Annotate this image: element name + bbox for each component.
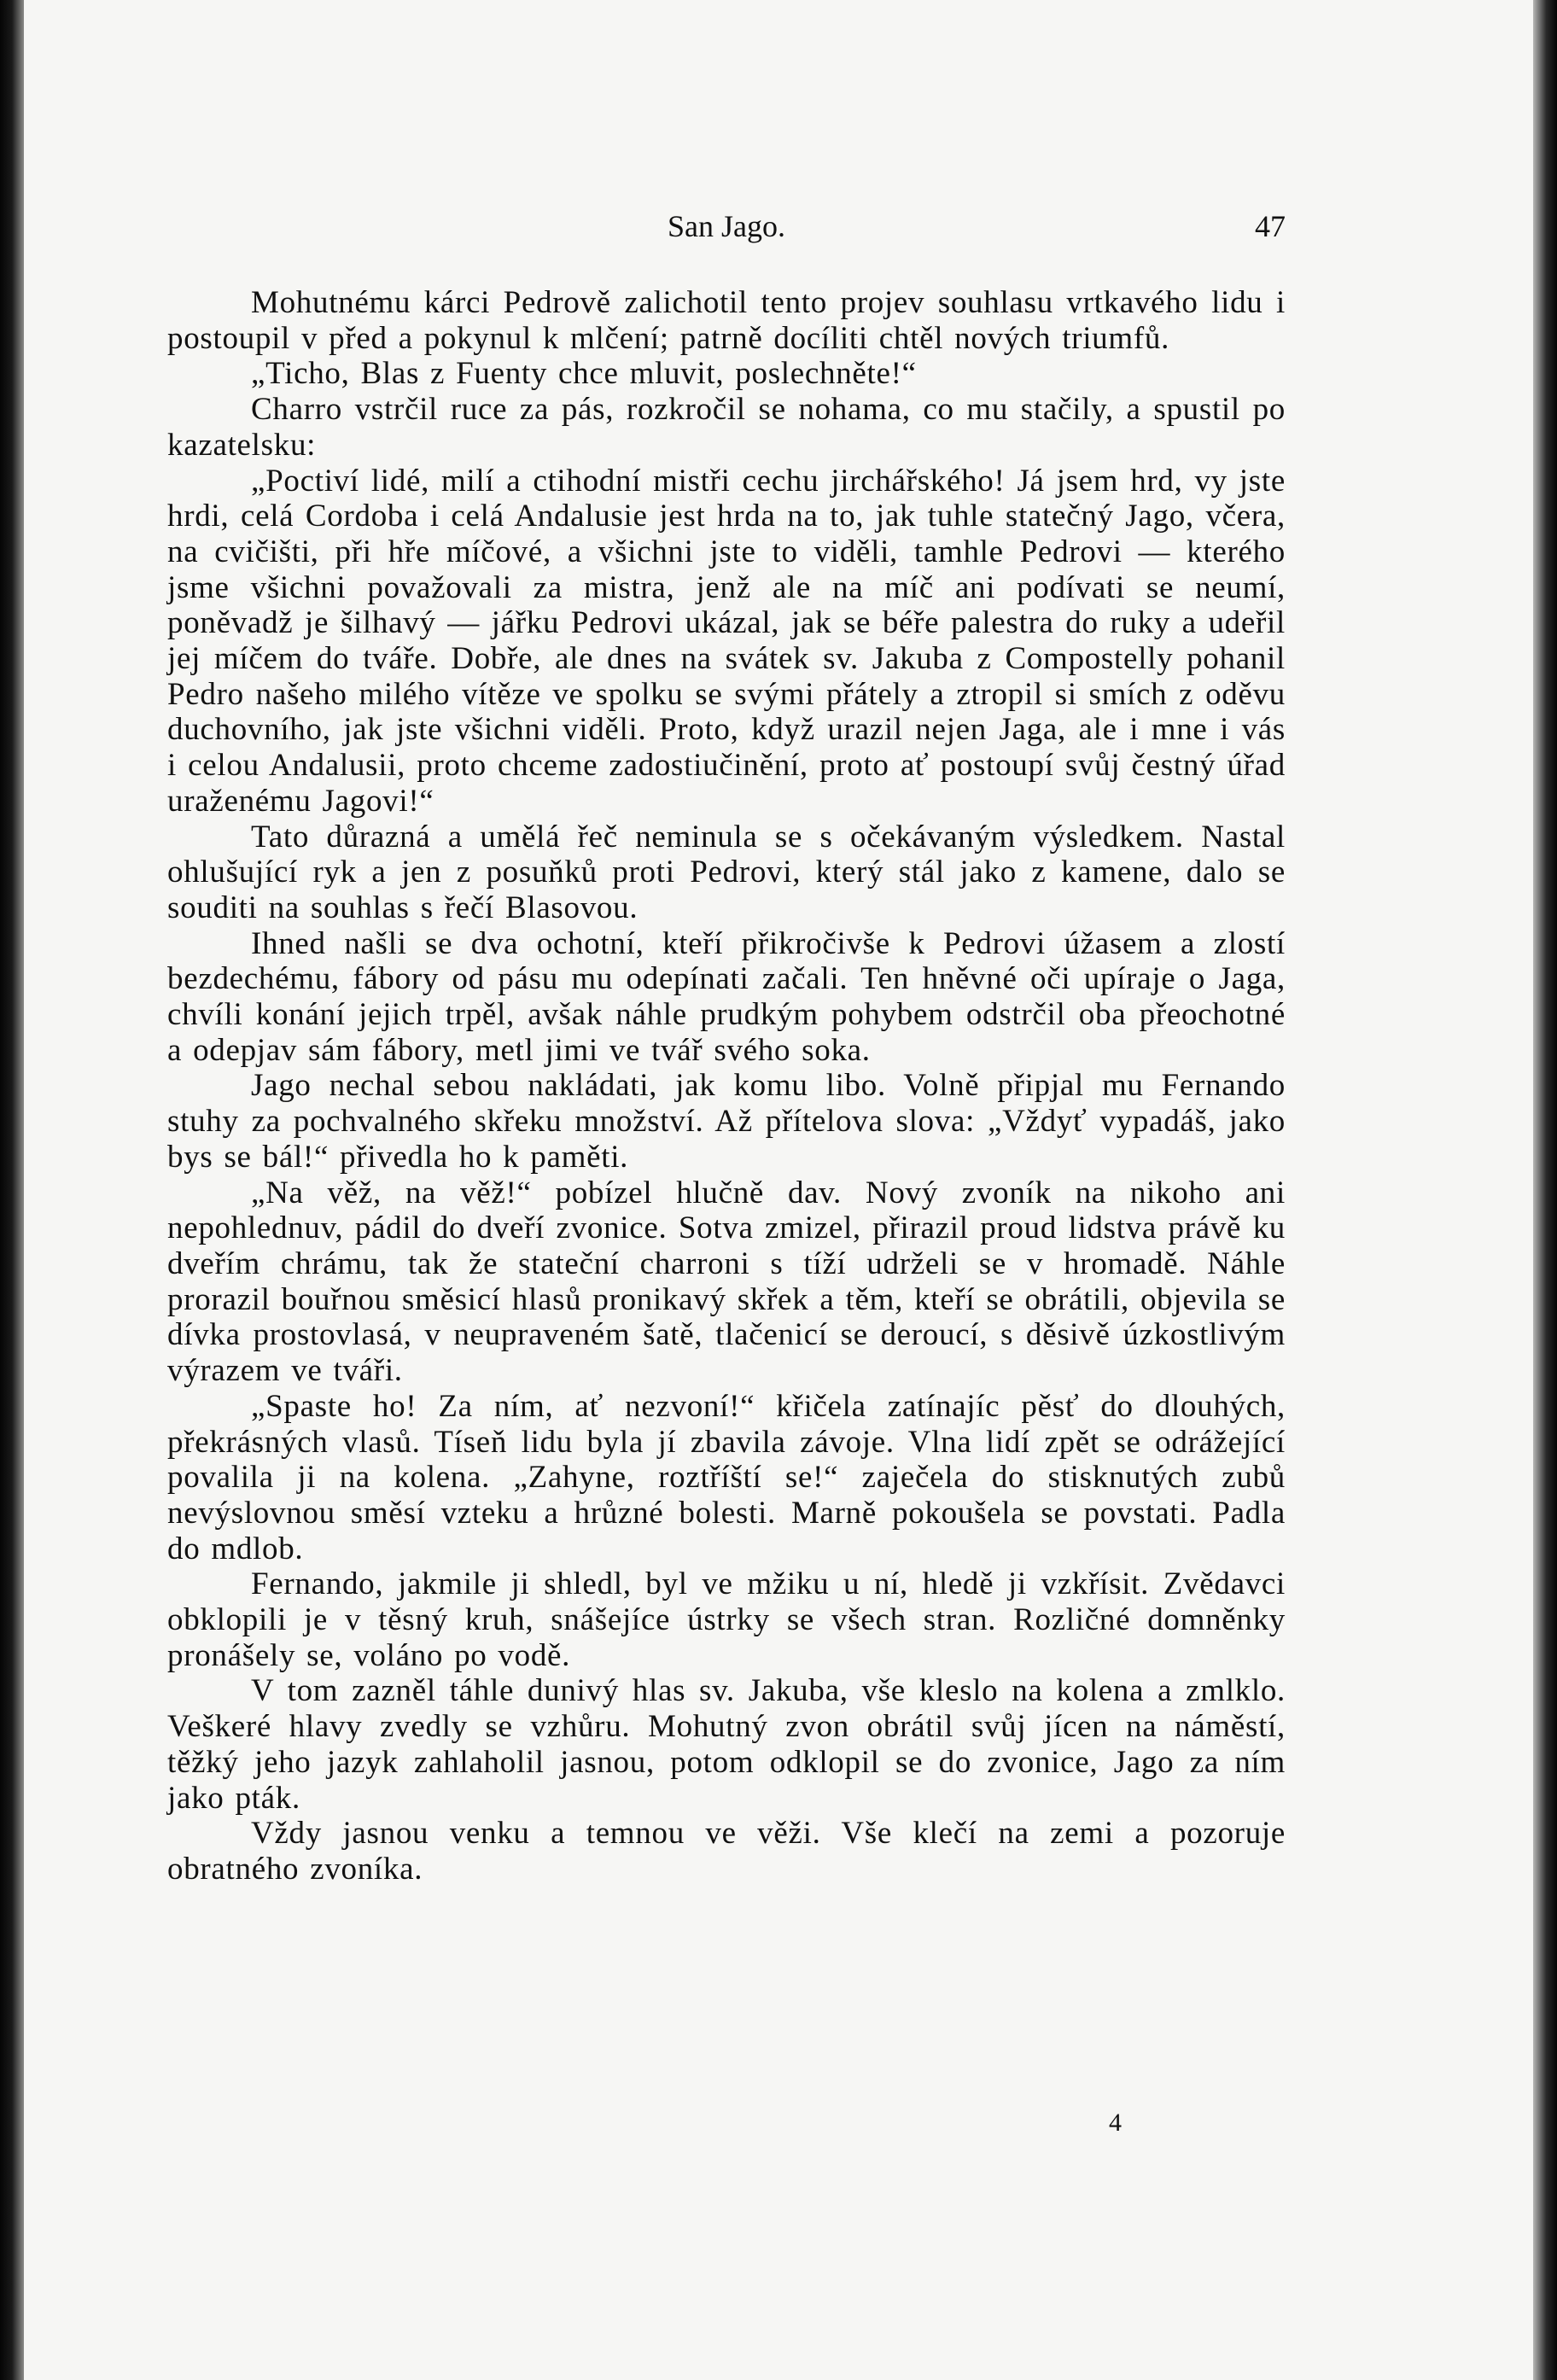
printer-signature-mark: 4 [1109, 2109, 1122, 2137]
page-number: 47 [1255, 209, 1286, 243]
paragraph: „Poctiví lidé, milí a ctihodní mistři cechu jirchářského! Já jsem hrd, vy jste hrdi, celá Cordoba i celá Andalusie jest hrda na to, jak tuhle statečný Jago, včera, na cvičišti, při hře míčové, a všichni jste to viděli, tamhle Pedrovi — kterého jsme všichni považovali za mistra, jenž ale na míč ani podívati se neumí, poněvadž je šilhavý — jářku Pedrovi ukázal, jak se béře palestra do ruky a udeřil jej míčem do tváře. Dobře, ale dnes na svátek sv. Jakuba z Compostelly pohanil Pedro našeho milého vítěze ve spolku se svými přátely a ztropil si smích z oděvu duchovního, jak jste všichni viděli. Proto, když urazil nejen Jaga, ale i mne i vás i celou Andalusii, proto chceme zadostiučinění, proto ať postoupí svůj čestný úřad uraženému Jagovi!“ [167, 463, 1286, 819]
body-text [167, 285, 1286, 1887]
book-binding-left [0, 0, 24, 2380]
paragraph: V tom zazněl táhle dunivý hlas sv. Jakuba, vše kleslo na kolena a zmlklo. Veškeré hlavy zvedly se vzhůru. Mohutný zvon obrátil svůj jícen na náměstí, těžký jeho jazyk zahlaholil jasnou, potom odklopil se do zvonice, Jago za ním jako pták. [167, 1673, 1286, 1816]
paragraph: Charro vstrčil ruce za pás, rozkročil se nohama, co mu stačily, a spustil po kazatelsku: [167, 392, 1286, 463]
paragraph: Mohutnému kárci Pedrově zalichotil tento projev souhlasu vrtkavého lidu i postoupil v před a pokynul k mlčení; patrně docíliti chtěl nových triumfů. [167, 285, 1286, 356]
paragraph: Tato důrazná a umělá řeč neminula se s očekávaným výsledkem. Nastal ohlušující ryk a jen z posuňků proti Pedrovi, který stál jako z kamene, dalo se souditi na souhlas s řečí Blasovou. [167, 819, 1286, 925]
paragraph: „Na věž, na věž!“ pobízel hlučně dav. Nový zvoník na nikoho ani nepohlednuv, pádil do dveří zvonice. Sotva zmizel, přirazil proud lidstva právě ku dveřím chrámu, tak že stateční charroni s tíží udrželi se v hromadě. Náhle prorazil bouřnou směsicí hlasů pronikavý skřek a těm, kteří se obrátili, objevila se dívka prostovlasá, v neupraveném šatě, tlačenicí se deroucí, s děsivě úzkostlivým výrazem ve tváři. [167, 1175, 1286, 1389]
paragraph: Jago nechal sebou nakládati, jak komu libo. Volně připjal mu Fernando stuhy za pochvalného skřeku množství. Až přítelova slova: „Vždyť vypadáš, jako bys se bál!“ přivedla ho k paměti. [167, 1068, 1286, 1175]
paragraph: „Spaste ho! Za ním, ať nezvoní!“ křičela zatínajíc pěsť do dlouhých, překrásných vlasů. Tíseň lidu byla jí zbavila závoje. Vlna lidí zpět se odrážející povalila ji na kolena. „Zahyne, roztříští se!“ zaječela do stisknutých zubů nevýslovnou směsí vzteku a hrůzné bolesti. Marně pokoušela se povstati. Padla do mdlob. [167, 1388, 1286, 1566]
book-page [24, 0, 1533, 2380]
paragraph: Vždy jasnou venku a temnou ve věži. Vše klečí na zemi a pozoruje obratného zvoníka. [167, 1816, 1286, 1887]
book-binding-right [1533, 0, 1557, 2380]
paragraph: Ihned našli se dva ochotní, kteří přikročivše k Pedrovi úžasem a zlostí bezdechému, fábory od pásu mu odepínati začali. Ten hněvné oči upíraje o Jaga, chvíli konání jejich trpěl, avšak náhle prudkým pohybem odstrčil oba přeochotné a odepjav sám fábory, metl jimi ve tvář svého soka. [167, 925, 1286, 1068]
paragraph: Fernando, jakmile ji shledl, byl ve mžiku u ní, hledě ji vzkřísit. Zvědavci obklopili je v těsný kruh, snášejíce ústrky se všech stran. Rozličné domněnky pronášely se, voláno po vodě. [167, 1566, 1286, 1673]
page-header [167, 208, 1286, 251]
running-title: San Jago. [668, 209, 785, 243]
paragraph: „Ticho, Blas z Fuenty chce mluvit, poslechněte!“ [251, 356, 917, 392]
